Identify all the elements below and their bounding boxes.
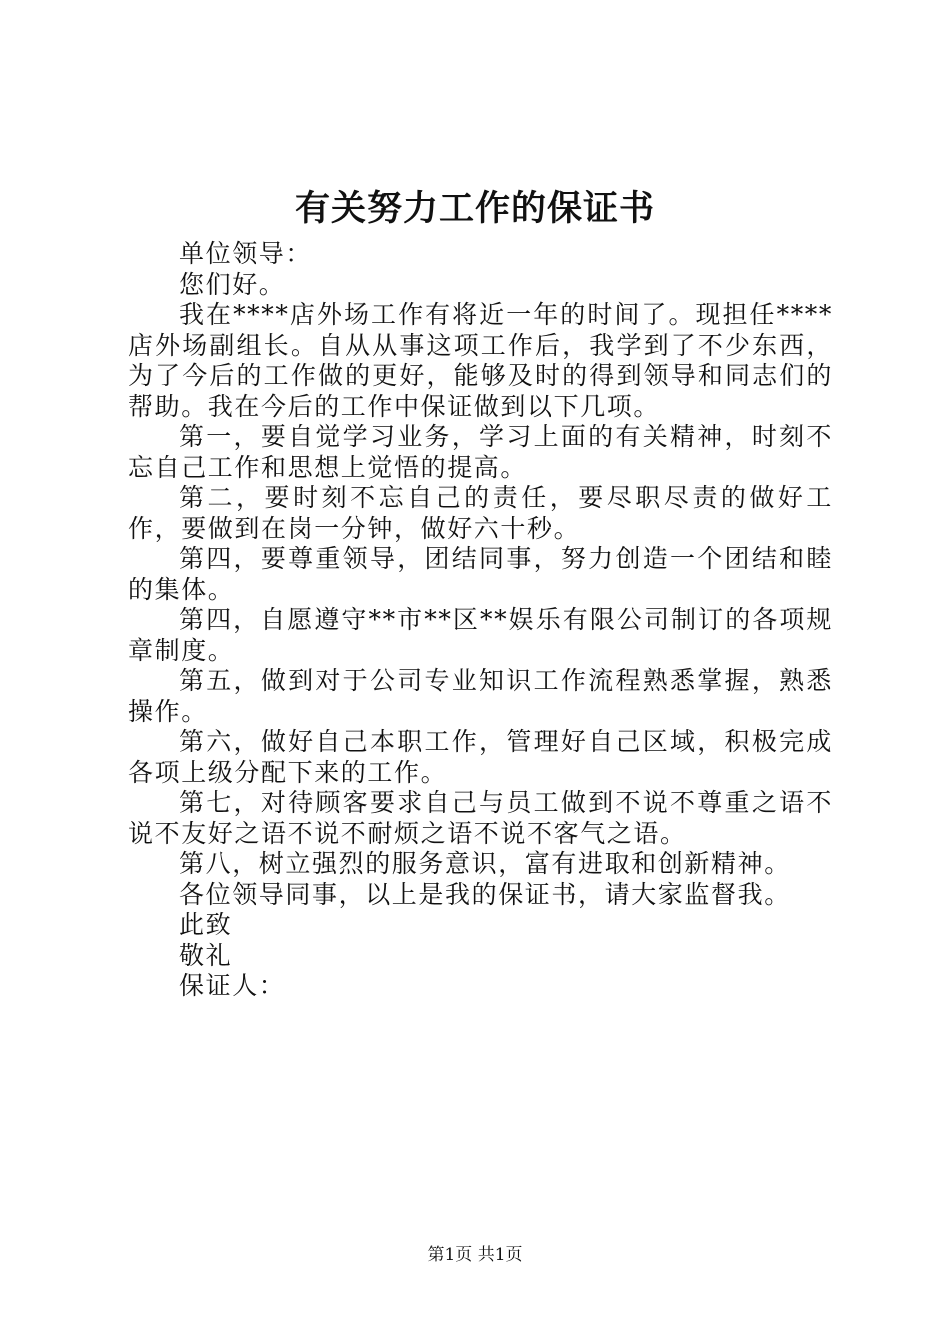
salutation: 单位领导： [179,239,313,268]
intro-paragraph: 我在****店外场工作有将近一年的时间了。现担任****店外场副组长。自从从事这项工作后，我学到了不少东西，为了今后的工作做的更好，能够及时的得到领导和同志们的帮助。我在今后的工作中保证做到以下几项。 [128,300,833,421]
document-title: 有关努力工作的保证书 [294,188,655,229]
pledge-item-4: 第四，自愿遵守**市**区**娱乐有限公司制订的各项规章制度。 [128,605,833,665]
closing-statement: 各位领导同事，以上是我的保证书，请大家监督我。 [179,879,791,909]
pledge-item-2: 第二，要时刻不忘自己的责任，要尽职尽责的做好工作，要做到在岗一分钟，做好六十秒。 [128,483,833,543]
pledge-item-8: 第八，树立强烈的服务意识，富有进取和创新精神。 [179,849,791,878]
pledge-item-6: 第六，做好自己本职工作，管理好自己区域，积极完成各项上级分配下来的工作。 [128,727,833,787]
pledge-item-1: 第一，要自觉学习业务，学习上面的有关精神，时刻不忘自己工作和思想上觉悟的提高。 [128,422,833,482]
pledge-item-7: 第七，对待顾客要求自己与员工做到不说不尊重之语不说不友好之语不说不耐烦之语不说不客气之语。 [128,788,833,848]
document-body [128,239,833,1002]
pledge-item-5: 第五，做到对于公司专业知识工作流程熟悉掌握，熟悉操作。 [128,666,833,726]
closing-cizhi: 此致 [179,910,233,939]
signatory-label: 保证人： [179,971,286,1000]
greeting: 您们好。 [179,269,286,299]
page-footer: 第1页 共1页 [427,1245,523,1265]
closing-jingli: 敬礼 [179,940,233,970]
pledge-item-3: 第四，要尊重领导，团结同事，努力创造一个团结和睦的集体。 [128,544,833,604]
